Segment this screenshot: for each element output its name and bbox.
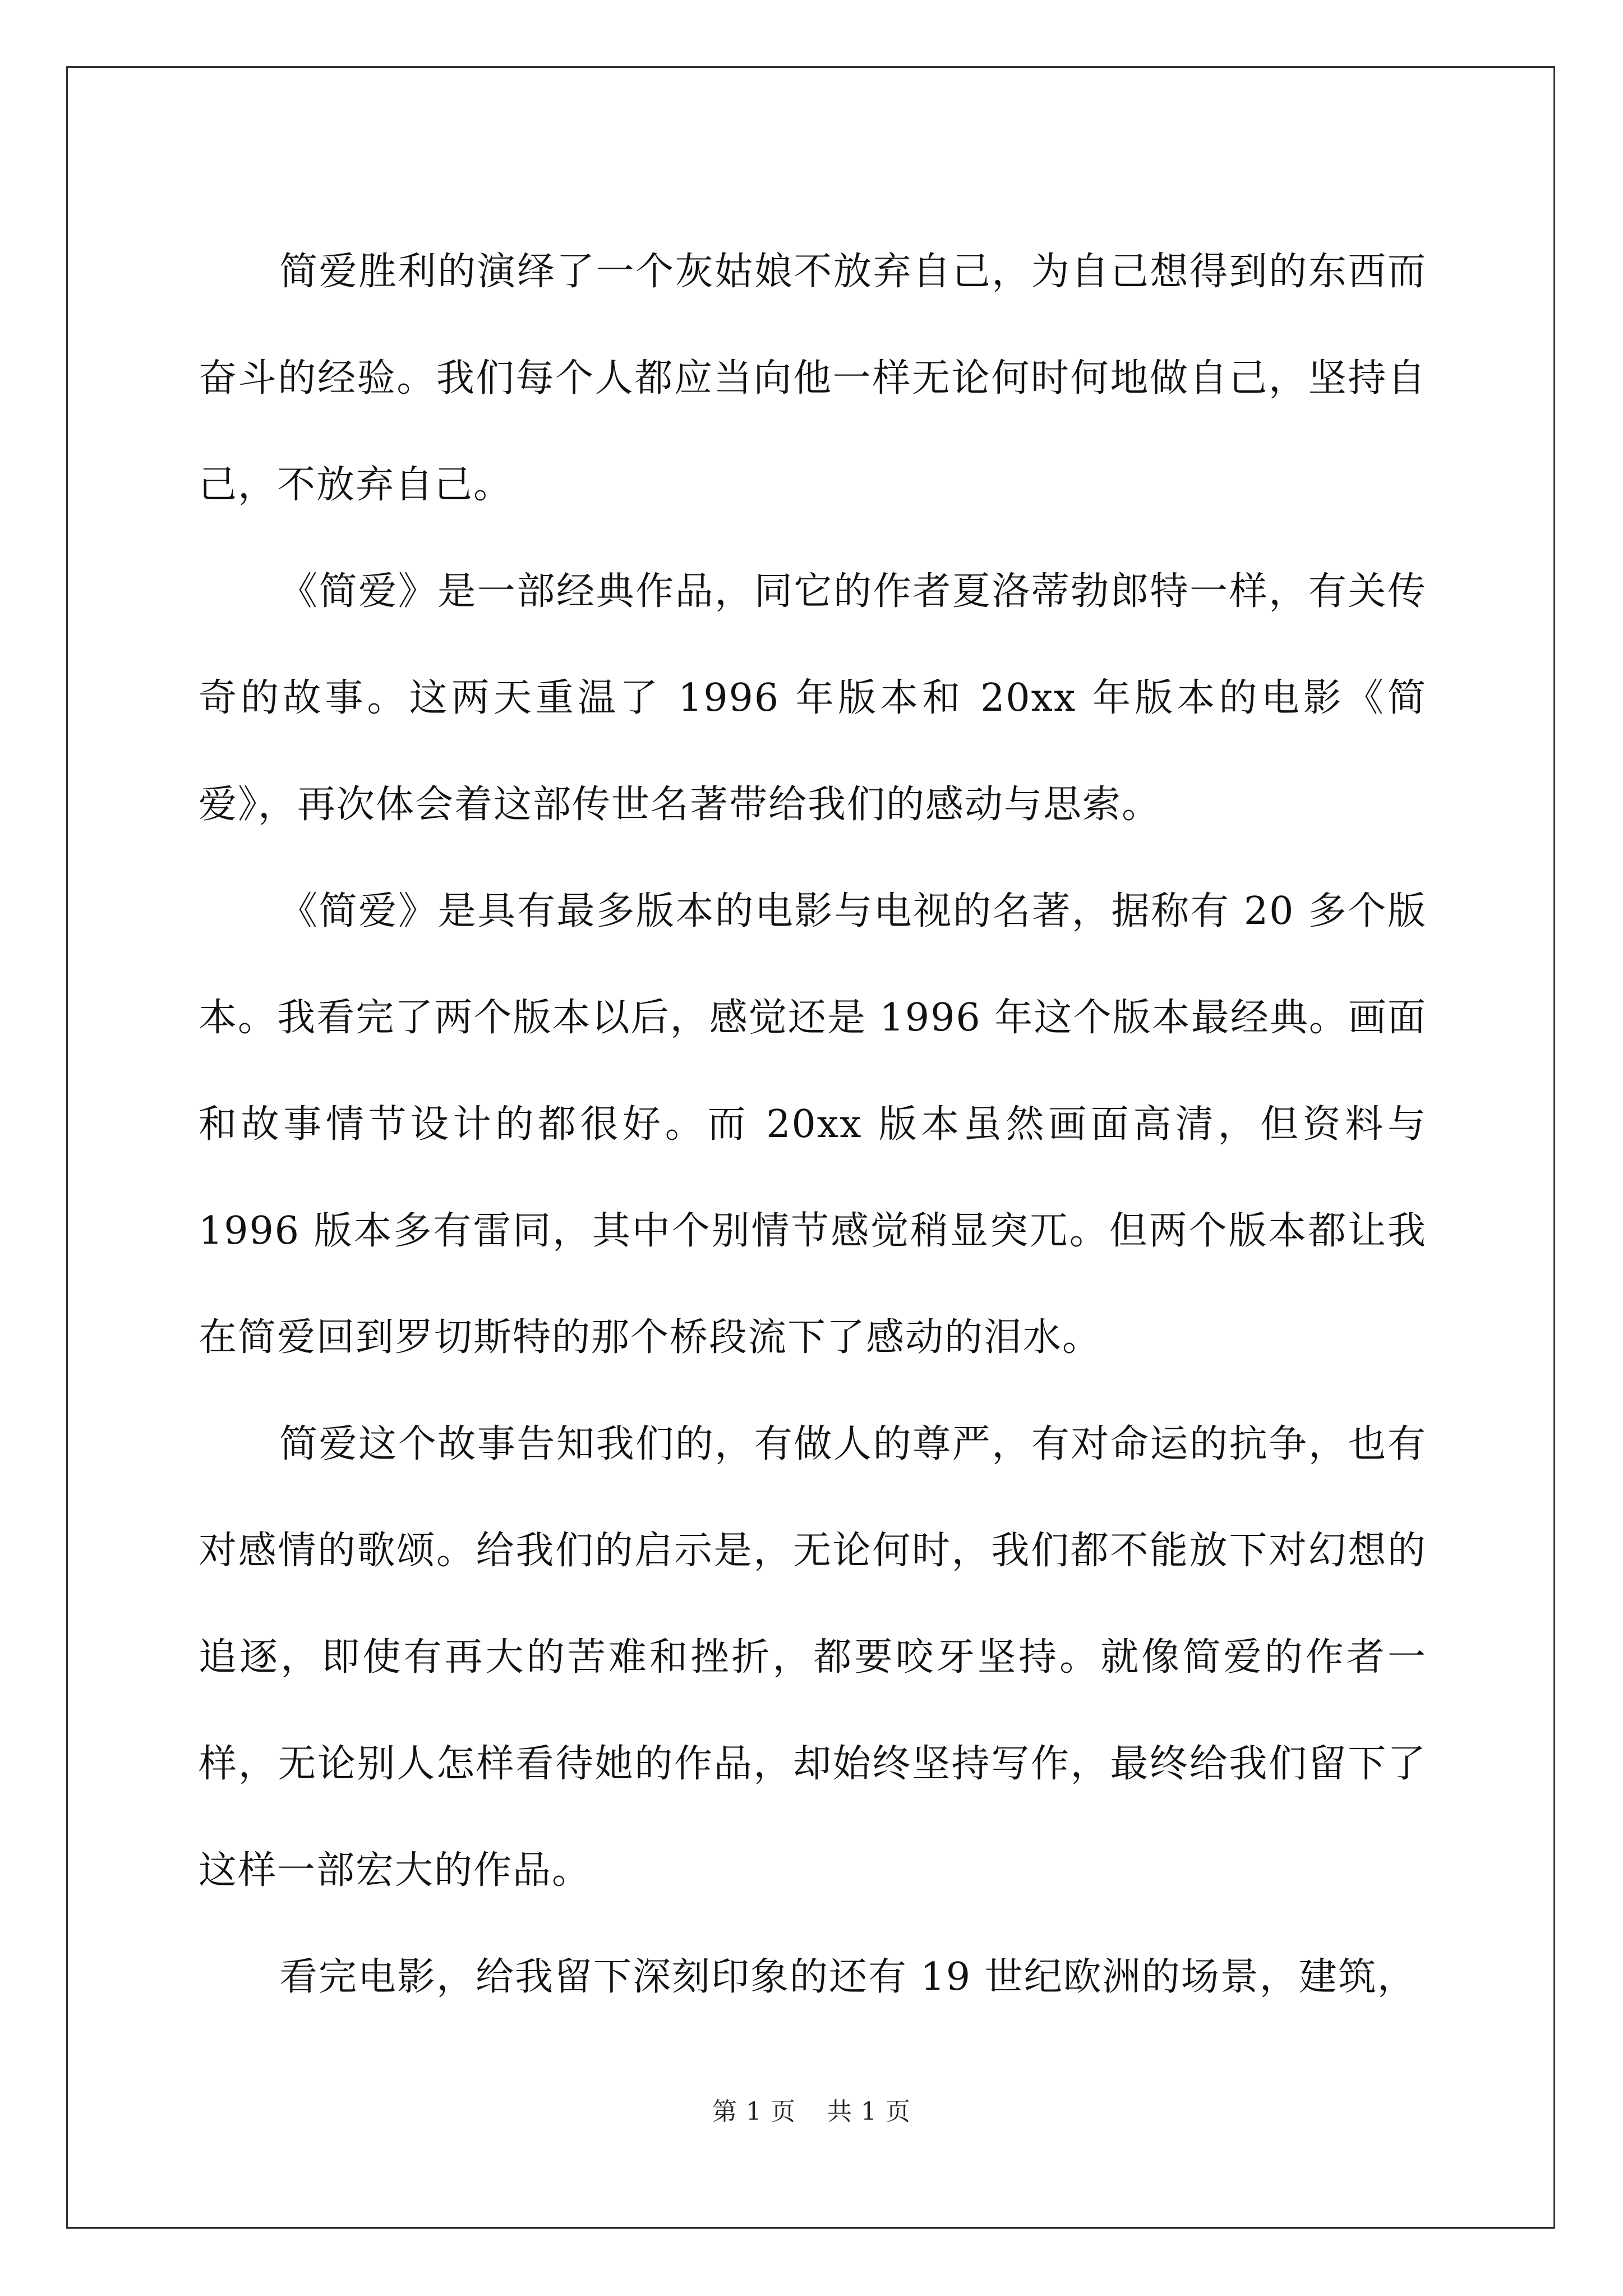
paragraph: 《简爱》是一部经典作品，同它的作者夏洛蒂勃郎特一样，有关传奇的故事。这两天重温了 1996 年版本和 20xx 年版本的电影《简爱》，再次体会着这部传世名著带给我们的感动与思索。 [199, 569, 1427, 827]
page-footer [0, 2091, 1623, 2127]
paragraph: 简爱这个故事告知我们的，有做人的尊严，有对命运的抗争，也有对感情的歌颂。给我们的启示是，无论何时，我们都不能放下对幻想的追逐，即使有再大的苦难和挫折，都要咬牙坚持。就像简爱的作者一样，无论别人怎样看待她的作品，却始终坚持写作，最终给我们留下了这样一部宏大的作品。 [199, 1422, 1427, 1893]
paragraph: 看完电影，给我留下深刻印象的还有 19 世纪欧洲的场景，建筑， [279, 1955, 1417, 1999]
document-body [199, 219, 1427, 2031]
page-number: 第 1 页 [712, 2097, 796, 2126]
page-count: 共 1 页 [827, 2097, 911, 2126]
paragraph: 《简爱》是具有最多版本的电影与电视的名著，据称有 20 多个版本。我看完了两个版本以后，感觉还是 1996 年这个版本最经典。画面和故事情节设计的都很好。而 20xx 版本虽然画面高清，但资料与 1996 版本多有雷同，其中个别情节感觉稍显突兀。但两个版本都让我在简爱回到罗切斯特的那个桥段流下了感动的泪水。 [199, 889, 1427, 1360]
paragraph: 简爱胜利的演绎了一个灰姑娘不放弃自己，为自己想得到的东西而奋斗的经验。我们每个人都应当向他一样无论何时何地做自己，坚持自己，不放弃自己。 [199, 250, 1427, 507]
